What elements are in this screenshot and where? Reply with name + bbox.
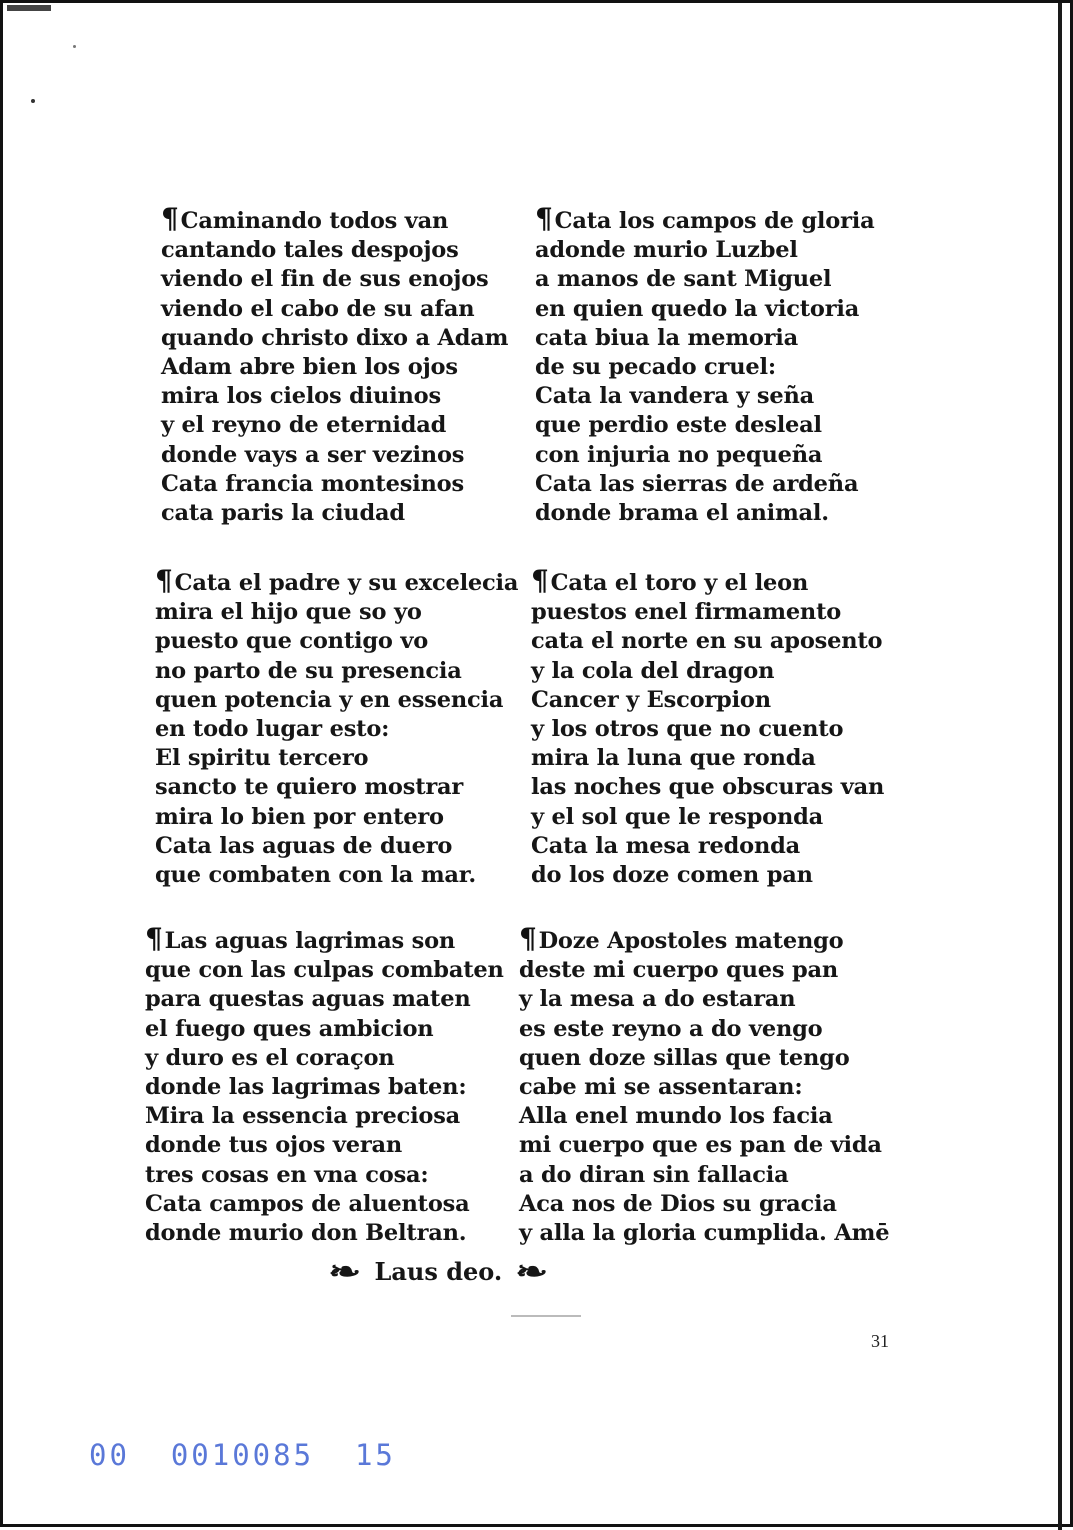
stanza-line: donde vays a ser vezinos bbox=[161, 441, 465, 468]
stanza-line: en quien quedo la victoria bbox=[535, 295, 860, 322]
stanza-line: Alla enel mundo los facia bbox=[519, 1103, 833, 1130]
pilcrow-icon: ¶ bbox=[161, 202, 179, 235]
stanza-line: viendo el cabo de su afan bbox=[161, 295, 475, 322]
stanza-line: cata el norte en su aposento bbox=[531, 628, 883, 655]
scan-corner-mark bbox=[7, 5, 51, 11]
stanza-line: adonde murio Luzbel bbox=[535, 237, 798, 264]
stanza-line: que combaten con la mar. bbox=[155, 862, 477, 889]
scan-edge-shadow bbox=[1058, 3, 1062, 1530]
stanza bbox=[145, 922, 505, 1248]
stanza-line: es este reyno a do vengo bbox=[519, 1015, 823, 1042]
accession-stamp: 00 0010085 15 bbox=[89, 1438, 396, 1472]
colophon bbox=[328, 1255, 643, 1288]
page-number: 31 bbox=[871, 1331, 889, 1351]
scan-speck bbox=[31, 99, 35, 103]
stanza-line: que perdio este desleal bbox=[535, 412, 822, 439]
stanza bbox=[161, 202, 509, 528]
stanza-line: ¶Cata el toro y el leon bbox=[531, 564, 809, 597]
stanza-line: donde brama el animal. bbox=[535, 500, 829, 527]
stanza-line: cata biua la memoria bbox=[535, 324, 799, 351]
stanza bbox=[535, 202, 895, 528]
stanza-line: cabe mi se assentaran: bbox=[519, 1074, 803, 1101]
stanza-line: que con las culpas combaten bbox=[145, 957, 504, 984]
pilcrow-icon: ¶ bbox=[519, 922, 537, 955]
stanza-line: de su pecado cruel: bbox=[535, 354, 776, 381]
stanza-line: cantando tales despojos bbox=[161, 237, 459, 264]
stanza-line: y el sol que le responda bbox=[531, 803, 824, 830]
stanza-line: quen doze sillas que tengo bbox=[519, 1044, 850, 1071]
faint-rule bbox=[511, 1315, 581, 1317]
stanza-line: en todo lugar esto: bbox=[155, 716, 390, 743]
stanza-line: y la cola del dragon bbox=[531, 657, 775, 684]
stanza-line: deste mi cuerpo ques pan bbox=[519, 957, 839, 984]
stanza-line: para questas aguas maten bbox=[145, 986, 471, 1013]
stanza-line: y alla la gloria cumplida. Amē bbox=[519, 1220, 890, 1247]
stanza-line: puestos enel firmamento bbox=[531, 599, 842, 626]
stanza-line: donde las lagrimas baten: bbox=[145, 1074, 467, 1101]
stanza-line: las noches que obscuras van bbox=[531, 774, 885, 801]
fleuron-icon: ❧ bbox=[515, 1255, 549, 1288]
pilcrow-icon: ¶ bbox=[155, 564, 173, 597]
pilcrow-icon: ¶ bbox=[535, 202, 553, 235]
stanza-line: a do diran sin fallacia bbox=[519, 1161, 789, 1188]
stanza-line: Adam abre bien los ojos bbox=[161, 354, 458, 381]
stanza-line: tres cosas en vna cosa: bbox=[145, 1161, 429, 1188]
stanza-line: Cata la vandera y seña bbox=[535, 383, 815, 410]
stanza-line: y duro es el coraçon bbox=[145, 1044, 395, 1071]
stanza-line: ¶Cata los campos de gloria bbox=[535, 202, 875, 235]
stanza-line: Cata campos de aluentosa bbox=[145, 1190, 470, 1217]
stanza-line: sancto te quiero mostrar bbox=[155, 774, 464, 801]
stanza-line: Cata las sierras de ardeña bbox=[535, 470, 859, 497]
stanza-line: viendo el fin de sus enojos bbox=[161, 266, 489, 293]
stanza-line: mira lo bien por entero bbox=[155, 803, 444, 830]
stanza-line: y el reyno de eternidad bbox=[161, 412, 447, 439]
stanza-line: con injuria no pequeña bbox=[535, 441, 823, 468]
stanza-line: mira los cielos diuinos bbox=[161, 383, 441, 410]
stanza-line: mira la luna que ronda bbox=[531, 745, 816, 772]
stanza-line: Aca nos de Dios su gracia bbox=[519, 1190, 837, 1217]
stanza bbox=[155, 564, 519, 890]
stanza-line: mi cuerpo que es pan de vida bbox=[519, 1132, 882, 1159]
stanza-line: y los otros que no cuento bbox=[531, 716, 844, 743]
stanza-line: ¶Caminando todos van bbox=[161, 202, 449, 235]
stanza-line: Cancer y Escorpion bbox=[531, 686, 771, 713]
stanza-line: donde murio don Beltran. bbox=[145, 1220, 467, 1247]
stanza bbox=[531, 564, 891, 890]
stanza-line: el fuego ques ambicion bbox=[145, 1015, 434, 1042]
pilcrow-icon: ¶ bbox=[531, 564, 549, 597]
stanza-line: donde tus ojos veran bbox=[145, 1132, 403, 1159]
stanza-line: Cata francia montesinos bbox=[161, 470, 464, 497]
stanza-line: ¶Cata el padre y su excelecia bbox=[155, 564, 519, 597]
stanza-line: ¶Doze Apostoles matengo bbox=[519, 922, 844, 955]
stanza-line: quen potencia y en essencia bbox=[155, 686, 504, 713]
stanza-line: mira el hijo que so yo bbox=[155, 599, 422, 626]
pilcrow-icon: ¶ bbox=[145, 922, 163, 955]
stanza-line: Cata las aguas de duero bbox=[155, 832, 453, 859]
stanza-line: ¶Las aguas lagrimas son bbox=[145, 922, 456, 955]
stanza-line: Cata la mesa redonda bbox=[531, 832, 801, 859]
fleuron-icon: ❧ bbox=[328, 1255, 362, 1288]
stanza-line: a manos de sant Miguel bbox=[535, 266, 832, 293]
stanza-line: do los doze comen pan bbox=[531, 862, 813, 889]
stanza-line: El spiritu tercero bbox=[155, 745, 369, 772]
scan-speck bbox=[73, 45, 76, 48]
stanza-line: quando christo dixo a Adam bbox=[161, 324, 509, 351]
stanza bbox=[519, 922, 899, 1248]
stanza-line: no parto de su presencia bbox=[155, 657, 462, 684]
stanza-line: cata paris la ciudad bbox=[161, 500, 405, 527]
stanza-line: puesto que contigo vo bbox=[155, 628, 429, 655]
stanza-line: y la mesa a do estaran bbox=[519, 986, 796, 1013]
colophon-text: Laus deo. bbox=[374, 1257, 503, 1286]
stanza-line: Mira la essencia preciosa bbox=[145, 1103, 461, 1130]
